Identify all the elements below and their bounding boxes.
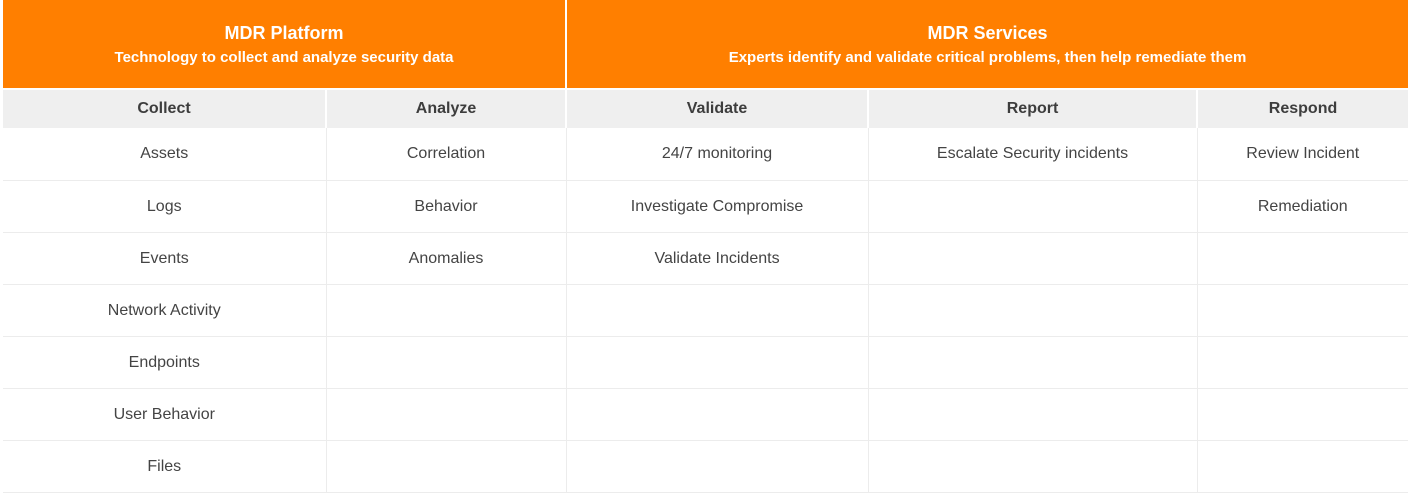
table-cell — [868, 389, 1197, 441]
mdr-comparison — [3, 0, 1408, 489]
column-header-validate: Validate — [566, 89, 868, 128]
table-cell — [326, 441, 566, 493]
table-cell — [326, 337, 566, 389]
table-cell: Remediation — [1197, 181, 1408, 233]
table-cell: Review Incident — [1197, 128, 1408, 181]
table-row — [3, 441, 1408, 493]
table-row — [3, 285, 1408, 337]
column-header-respond: Respond — [1197, 89, 1408, 128]
table-cell: Anomalies — [326, 233, 566, 285]
table-row — [3, 337, 1408, 389]
group-header-platform — [3, 0, 566, 89]
table-cell: Logs — [3, 181, 326, 233]
table-row — [3, 233, 1408, 285]
table-cell — [566, 389, 868, 441]
table-cell: Behavior — [326, 181, 566, 233]
group-header-services — [566, 0, 1408, 89]
column-header-collect: Collect — [3, 89, 326, 128]
table-cell — [1197, 389, 1408, 441]
table-cell: Escalate Security incidents — [868, 128, 1197, 181]
table-cell: Correlation — [326, 128, 566, 181]
table-cell: User Behavior — [3, 389, 326, 441]
table-cell — [1197, 337, 1408, 389]
table-cell: Files — [3, 441, 326, 493]
column-header-report: Report — [868, 89, 1197, 128]
table-row — [3, 128, 1408, 181]
table-cell — [868, 181, 1197, 233]
table-cell: Network Activity — [3, 285, 326, 337]
table-cell — [326, 285, 566, 337]
table-cell — [868, 285, 1197, 337]
table-cell — [868, 337, 1197, 389]
group-subtitle: Technology to collect and analyze security data — [114, 49, 454, 66]
group-title: MDR Platform — [224, 23, 344, 43]
column-header-row — [3, 89, 1408, 128]
table-row — [3, 181, 1408, 233]
table-cell: Assets — [3, 128, 326, 181]
table-cell — [1197, 441, 1408, 493]
table-cell — [566, 337, 868, 389]
column-header-analyze: Analyze — [326, 89, 566, 128]
table-cell — [868, 441, 1197, 493]
table-cell: Investigate Compromise — [566, 181, 868, 233]
group-subtitle: Experts identify and validate critical problems, then help remediate them — [728, 49, 1247, 66]
table-row — [3, 389, 1408, 441]
table-cell — [326, 389, 566, 441]
table-cell: Events — [3, 233, 326, 285]
table-cell: Endpoints — [3, 337, 326, 389]
table-cell: 24/7 monitoring — [566, 128, 868, 181]
table-cell — [1197, 285, 1408, 337]
table-cell — [1197, 233, 1408, 285]
table-cell — [566, 285, 868, 337]
table-cell: Validate Incidents — [566, 233, 868, 285]
table-cell — [868, 233, 1197, 285]
group-title: MDR Services — [927, 23, 1048, 43]
table-cell — [566, 441, 868, 493]
group-header-row — [3, 0, 1408, 89]
mdr-table — [3, 0, 1408, 493]
